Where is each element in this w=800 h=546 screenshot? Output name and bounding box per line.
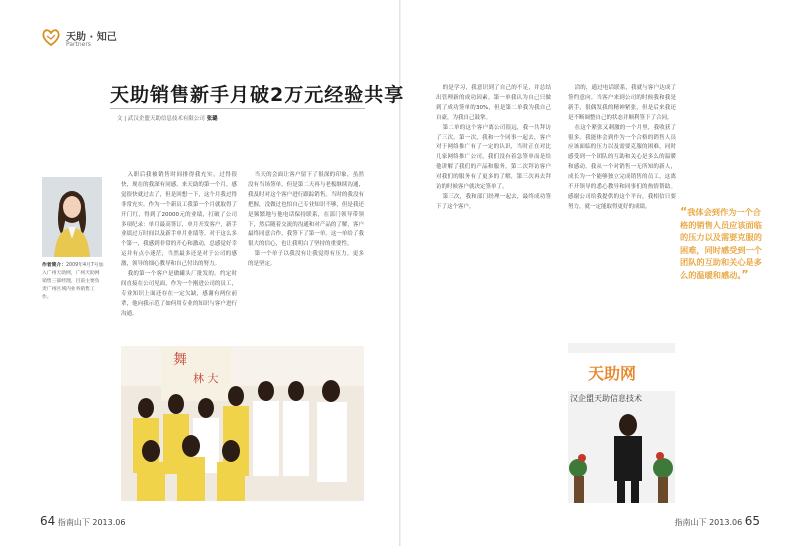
column-4-paragraph-1: 洽的，通过电话联系，我就与客户达成了签约意向。当客户来到公司的时候我和我是新手，很偶发我的精神紧张，但是后来我还是不断调整自己的状态并顺利签下了合同。 [568, 85, 676, 121]
author-bio-label: 作者简介： [42, 263, 66, 268]
folio-left-text: 指南山下 2013.06 [57, 518, 126, 527]
section-title: 天助 · 知己 [66, 32, 117, 43]
handshake-heart-icon [40, 26, 62, 48]
banner-text-2: 林 大 [193, 372, 219, 385]
woman-portrait-image [42, 177, 102, 257]
headline-divider [110, 108, 365, 109]
column-1-paragraph-2: 我的第一个客户是做罐头厂批发的。约定时间直接在公司见面，作为一个刚进公司的员工，专业知识上面还存在一定欠缺，感谢有两位前辈，他向我示范了如何用专业的知识与客户进行沟通。 [121, 271, 237, 317]
article-column-4 [568, 84, 676, 334]
folio-right-text: 指南山下 2013.06 [674, 518, 743, 527]
author-bio-text: 2009年4月7号加入广州天助网，广州天助网销售三部经理，目前主要负责广州区域内业务销售工作。 [42, 263, 104, 300]
author-photo [42, 177, 102, 257]
section-subtitle: Partners [66, 41, 91, 48]
column-3-paragraph-2: 第二单的这个客户离公司很远，我一共拜访了三次。第一次，我和一个同事一起去，客户对于网络推广有了一定的认识，当时正在对比几家网络推广公司，我们没有着急签单而是给他讲解了我们的产品和服务。第二次拜访客户对我们的服务有了更多的了解，第三次再去拜访的时候客户就决定签单了。 [436, 124, 551, 191]
column-2-paragraph-2: 第一个单子以我没有让我觉得有压力，更多的是坚定。 [248, 251, 364, 268]
page-number-right: 65 [744, 514, 760, 528]
column-3-paragraph-3: 第三次，我和部门经理一起去，最终成功签下了这个客户。 [436, 193, 551, 210]
folio-right [675, 514, 760, 528]
column-2-paragraph-1: 当天的会面让客户留下了很深的印象，虽然没有当场签单，但是第二天再与老板继续沟通，我及时对这个客户进行跟踪销售。当时的我没有把握，没做过也怕自己专业知识不够，但是我还是频繁地与他电话保持联系，在部门领导带领下，然后随着交流的沟通和对产品的了解，客户最终同意合作，我签下了第一单。这一单给了我很大的信心，也让我明白了坚持的重要性。 [248, 172, 364, 248]
article-column-1 [121, 171, 237, 339]
article-headline: 天助销售新手月破2万元经验共享 [110, 84, 405, 106]
section-logo [40, 26, 160, 56]
column-3-paragraph-1: 的是学习，我意识到了自己的不足，并总结出管理新的成功因素。第一单我认为自己只做到了成功签单的30%，但是第二单我为我自己自豪，为我自己鼓掌。 [436, 85, 551, 121]
office-photo [568, 343, 675, 503]
pull-quote [680, 206, 765, 282]
column-4-paragraph-2: 在这个紧张又刺激的一个月里，我收获了很多。我能体会到作为一个合格的销售人员应该面临的压力以及需要克服的困难，同时感受到一个团队的互助和关心是多么的温暖和感动。我从一个对销售一无所知的新人，成长为一个能够独立完成销售的员工，这离不开领导的悉心教导和同事们的热情帮助。感谢公司给我提供的这个平台，我相信只要努力，就一定能取得更好的成绩。 [568, 124, 676, 210]
author-bio [42, 262, 104, 302]
byline-prefix: 文 | 武汉企盟天助信息技术有限公司 [117, 116, 205, 122]
article-column-2 [248, 171, 364, 339]
article-column-3 [436, 84, 551, 494]
page-number-left: 64 [40, 514, 56, 528]
quote-open-mark: “ [680, 205, 688, 218]
office-sign-image [568, 343, 675, 503]
quote-close-mark: ” [741, 267, 749, 281]
team-group-photo [121, 346, 364, 501]
byline-author: 张璐 [206, 116, 218, 122]
team-group-image [121, 346, 364, 501]
folio-left [40, 514, 125, 528]
office-sign-text: 天助网 [588, 364, 637, 383]
article-byline [117, 114, 218, 122]
pull-quote-text: 我体会到作为一个合格的销售人员应该面临的压力以及需要克服的困难，同时感受到一个团队的互助和关心是多么的温暖和感动。 [680, 207, 762, 280]
column-1-paragraph-1: 入职后我被销售时间排得我充实，过得很快，现在的我深有同感。来天助的第一个月，感觉很快就过去了，但是回想一下，这个月我过得非常充实。作为一个新员工我第一个月就取得了开门红，得到了20000元的业绩，打破了公司多项纪录：单月最高签订，单月开发客户，新手业绩过万时间以及新手单月业绩等。对于这么多个第一，我感到非常的开心和激动，总感觉好幸运并有点小迷茫，当然最多还是对于公司的感激，领导的细心教导和自己付出的努力。 [121, 172, 237, 268]
office-sign-subtext: 汉企盟天助信息技术 [570, 394, 642, 403]
banner-text-1: 舞 [173, 352, 187, 368]
